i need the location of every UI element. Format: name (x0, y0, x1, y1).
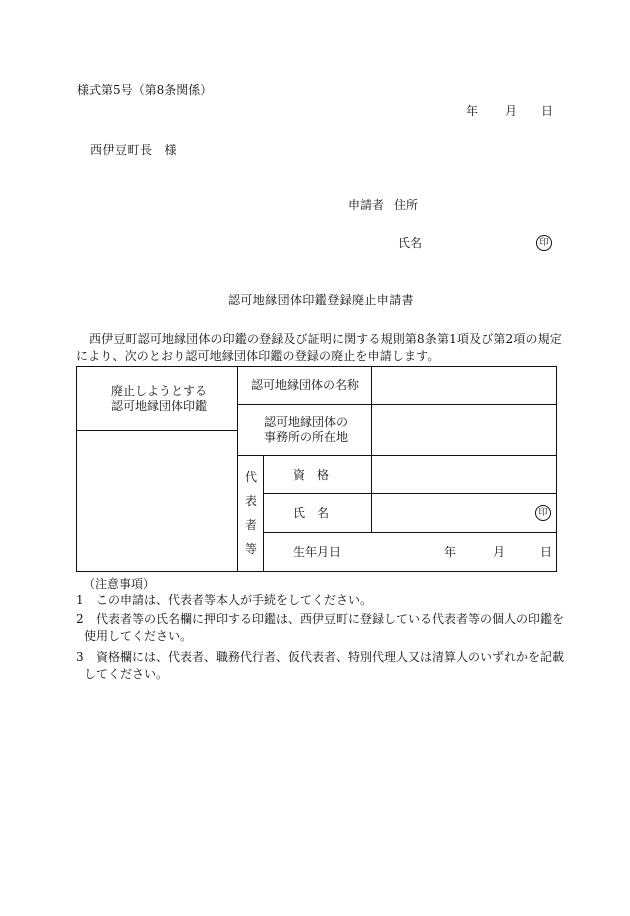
table-divider (77, 430, 237, 431)
note-number: 1 (76, 593, 84, 607)
representative-char: 者 (245, 518, 258, 532)
note-text: この申請は、代表者等本人が手続をしてください。 (96, 593, 373, 607)
office-address-field[interactable] (375, 408, 551, 452)
qualification-label: 資 格 (293, 468, 330, 482)
applicant-label: 申請者 (348, 198, 385, 212)
application-statement (76, 331, 562, 365)
date-day-label: 日 (541, 104, 554, 118)
table-divider (263, 493, 556, 494)
office-address-label-2: 事務所の所在地 (264, 430, 349, 444)
seal-impression-area[interactable] (81, 435, 231, 565)
applicant-address-label: 住所 (394, 198, 419, 212)
submission-date (466, 104, 556, 118)
note-text: 代表者等の氏名欄に押印する印鑑は、西伊豆町に登録している代表者等の個人の印鑑を (96, 612, 565, 626)
addressee-honorific: 様 (164, 143, 178, 157)
representative-char: 代 (245, 470, 258, 484)
notes-heading: （注意事項） (83, 577, 156, 591)
org-name-field[interactable] (375, 370, 551, 400)
addressee-name: 西伊豆町長 (90, 143, 153, 157)
birth-year-label: 年 (444, 545, 457, 559)
applicant-address-row (348, 198, 418, 212)
statement-line-2: により、次のとおり認可地縁団体印鑑の登録の廃止を申請します。 (76, 349, 440, 363)
rep-seal-icon: 印 (535, 505, 551, 521)
note-item (76, 611, 564, 628)
table-divider (237, 367, 238, 571)
note-number: 2 (76, 612, 84, 626)
applicant-name-label: 氏名 (398, 236, 423, 250)
seal-to-abolish-label-1: 廃止しようとする (111, 384, 208, 398)
note-text: 資格欄には、代表者、職務代行者、仮代表者、特別代理人又は清算人のいずれかを記載 (96, 650, 565, 664)
document-title: 認可地縁団体印鑑登録廃止申請書 (228, 293, 415, 307)
table-divider (371, 455, 372, 533)
table-divider (237, 455, 556, 456)
note-number: 3 (76, 650, 84, 664)
representative-char: 等 (245, 542, 258, 556)
table-divider (371, 367, 372, 455)
form-number: 様式第5号（第8条関係） (77, 83, 213, 97)
table-divider (237, 404, 556, 405)
rep-name-label: 氏 名 (293, 506, 330, 520)
qualification-field[interactable] (375, 458, 551, 490)
addressee (90, 143, 177, 157)
birth-day-label: 日 (540, 545, 553, 559)
note-item (76, 649, 564, 666)
date-month-label: 月 (505, 104, 518, 118)
note-text-continued: してください。 (84, 667, 169, 681)
birth-date-label: 生年月日 (293, 545, 342, 559)
date-year-label: 年 (466, 104, 479, 118)
note-item (76, 592, 372, 609)
table-divider (263, 455, 264, 571)
rep-name-field[interactable] (375, 497, 525, 529)
representative-char: 表 (245, 494, 258, 508)
org-name-label: 認可地縁団体の名称 (251, 378, 360, 392)
seal-to-abolish-label-2: 認可地縁団体印鑑 (111, 399, 208, 413)
note-text-continued: 使用してください。 (84, 629, 193, 643)
applicant-seal-icon: 印 (536, 235, 552, 251)
statement-line-1: 西伊豆町認可地縁団体の印鑑の登録及び証明に関する規則第8条第1項及び第2項の規定 (89, 332, 562, 346)
birth-month-label: 月 (493, 545, 506, 559)
table-divider (263, 532, 556, 533)
application-table (76, 366, 557, 572)
office-address-label-1: 認可地縁団体の (264, 415, 349, 429)
